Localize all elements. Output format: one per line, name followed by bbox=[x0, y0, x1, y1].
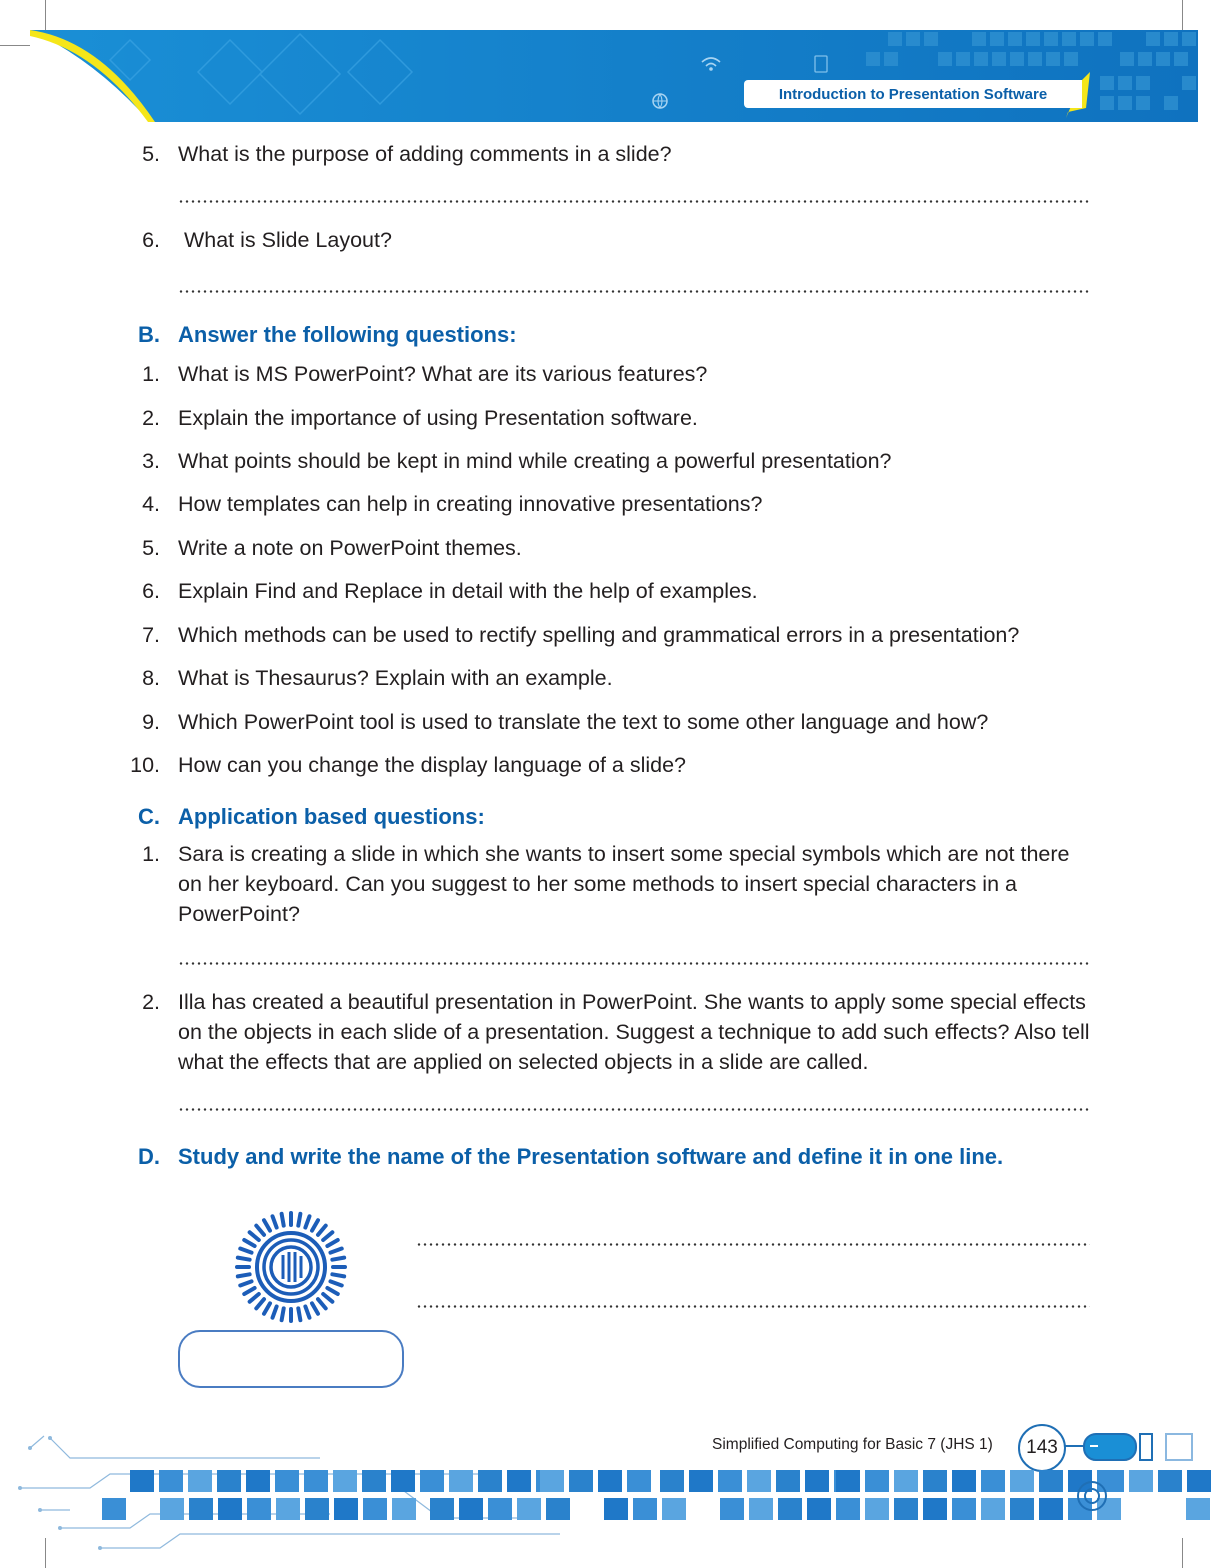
question-text: What is the purpose of adding comments in a slide? bbox=[178, 142, 672, 166]
section-heading: Application based questions: bbox=[178, 804, 485, 829]
page-number: 143 bbox=[1018, 1424, 1066, 1472]
header-banner bbox=[0, 0, 1228, 130]
question-text: Illa has created a beautiful presentation in PowerPoint. She wants to apply some special effects on the objects in each slide of a presentation. Suggest a technique to add such effects? Also tell what the effects that are applied on selected objects in a slide are called. bbox=[178, 990, 1090, 1074]
question-number: 9. bbox=[142, 710, 160, 734]
circuit-decoration bbox=[0, 1418, 1228, 1568]
question-number: 6. bbox=[142, 579, 160, 603]
section-letter: D. bbox=[138, 1144, 160, 1169]
question-text: Which PowerPoint tool is used to translate the text to some other language and how? bbox=[178, 710, 989, 734]
question-number: 8. bbox=[142, 666, 160, 690]
answer-line bbox=[416, 1305, 1090, 1308]
question-number: 6. bbox=[142, 228, 160, 252]
answer-line bbox=[416, 1243, 1090, 1246]
question-number: 4. bbox=[142, 492, 160, 516]
question-number: 1. bbox=[142, 842, 160, 866]
section-heading: Study and write the name of the Presentation software and define it in one line. bbox=[178, 1144, 1004, 1169]
question-number: 1. bbox=[142, 362, 160, 386]
question-text: Sara is creating a slide in which she wants to insert some special symbols which are not there on her keyboard. Can you suggest to her some methods to insert special characters in a PowerPoint? bbox=[178, 842, 1070, 926]
question-text: Which methods can be used to rectify spelling and grammatical errors in a presentation? bbox=[178, 623, 1020, 647]
section-letter: C. bbox=[138, 804, 160, 829]
question-text: Explain Find and Replace in detail with the help of examples. bbox=[178, 579, 758, 603]
question-number: 5. bbox=[142, 142, 160, 166]
section-letter: B. bbox=[138, 322, 160, 347]
question-number: 3. bbox=[142, 449, 160, 473]
question-text: Write a note on PowerPoint themes. bbox=[178, 536, 522, 560]
book-title: Simplified Computing for Basic 7 (JHS 1) bbox=[712, 1436, 993, 1453]
question-text: What is MS PowerPoint? What are its various features? bbox=[178, 362, 708, 386]
question-number: 2. bbox=[142, 990, 160, 1014]
question-text: What points should be kept in mind while creating a powerful presentation? bbox=[178, 449, 892, 473]
answer-line bbox=[178, 290, 1090, 293]
question-text: What is Slide Layout? bbox=[178, 228, 392, 252]
question-text: Explain the importance of using Presentation software. bbox=[178, 406, 698, 430]
answer-line bbox=[178, 962, 1090, 965]
question-number: 2. bbox=[142, 406, 160, 430]
section-heading: Answer the following questions: bbox=[178, 322, 517, 347]
question-text: How can you change the display language of a slide? bbox=[178, 753, 686, 777]
question-number: 10. bbox=[130, 753, 160, 777]
chapter-title: Introduction to Presentation Software bbox=[744, 80, 1082, 108]
question-number: 5. bbox=[142, 536, 160, 560]
question-text: How templates can help in creating innovative presentations? bbox=[178, 492, 763, 516]
prezi-logo-icon bbox=[232, 1208, 350, 1326]
answer-line bbox=[178, 1108, 1090, 1111]
question-text: What is Thesaurus? Explain with an example. bbox=[178, 666, 613, 690]
software-name-box[interactable] bbox=[178, 1330, 404, 1388]
question-number: 7. bbox=[142, 623, 160, 647]
answer-line bbox=[178, 200, 1090, 203]
